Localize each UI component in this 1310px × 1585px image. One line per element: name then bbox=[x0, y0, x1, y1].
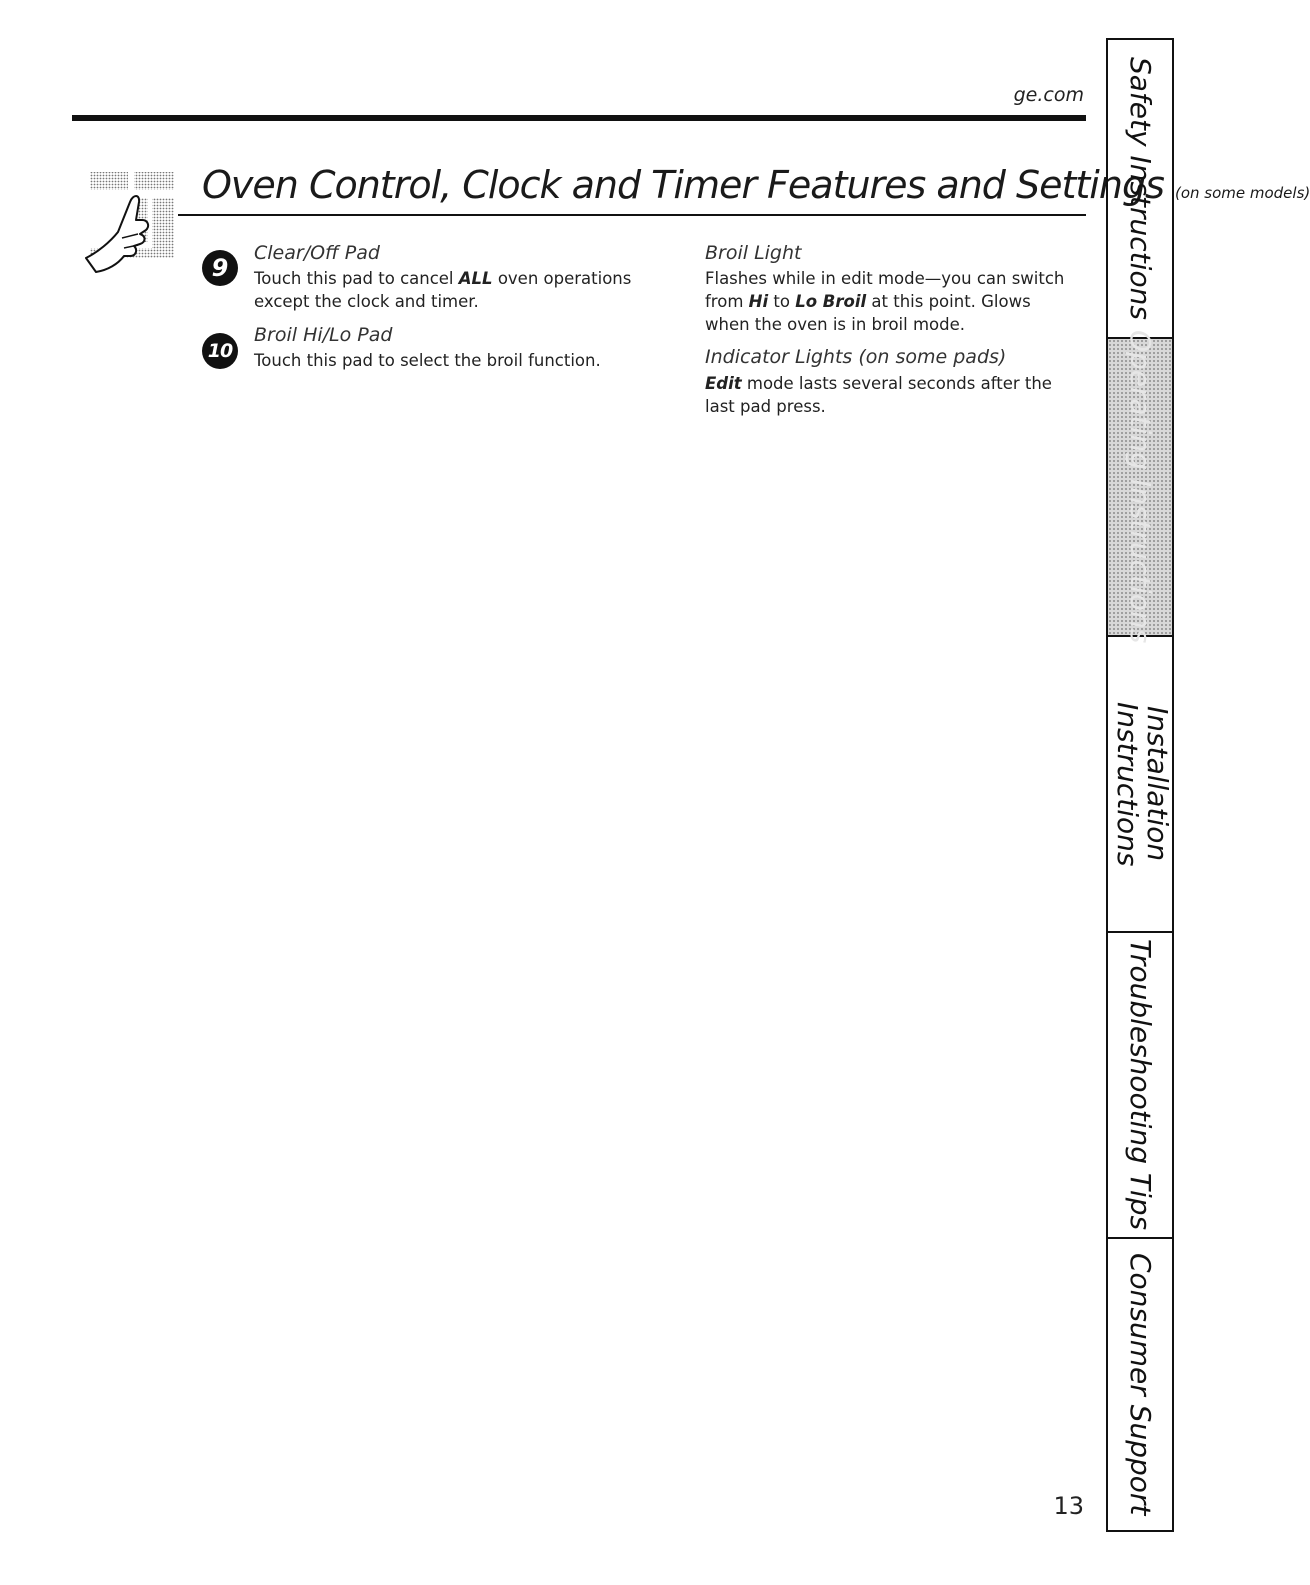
broil-light-description bbox=[705, 267, 1080, 336]
tab-installation-instructions[interactable] bbox=[1108, 637, 1172, 933]
page-number: 13 bbox=[1053, 1492, 1084, 1520]
tab-consumer-support-label: Consumer Support bbox=[1124, 1253, 1157, 1516]
indicator-lights-bold: Edit bbox=[705, 374, 742, 393]
indicator-lights-text: mode lasts several seconds after the last pad press. bbox=[705, 374, 1052, 416]
site-url[interactable]: ge.com bbox=[1013, 84, 1084, 106]
header-rule bbox=[72, 115, 1086, 121]
broil-light-bold-hi: Hi bbox=[748, 292, 769, 311]
side-tab-navigation bbox=[1106, 38, 1174, 1532]
section-title-text: Oven Control, Clock and Timer Features and Settings bbox=[202, 163, 1164, 207]
tab-operating-instructions-label: Operating Instructions bbox=[1124, 330, 1157, 644]
item-number-badge-9: 9 bbox=[202, 250, 238, 286]
broil-hi-lo-pad-description: Touch this pad to select the broil function. bbox=[254, 351, 601, 370]
item-number-badge-10: 10 bbox=[202, 333, 238, 369]
broil-light-heading: Broil Light bbox=[705, 242, 802, 264]
tab-consumer-support[interactable] bbox=[1108, 1239, 1172, 1530]
broil-light-bold-lo: Lo Broil bbox=[795, 292, 867, 311]
tab-troubleshooting-tips-label: Troubleshooting Tips bbox=[1124, 939, 1157, 1231]
tab-troubleshooting-tips[interactable] bbox=[1108, 933, 1172, 1239]
clear-off-text-2: oven operations except the clock and timer. bbox=[254, 269, 632, 311]
broil-hi-lo-pad-heading: Broil Hi/Lo Pad bbox=[254, 324, 393, 346]
clear-off-bold: ALL bbox=[458, 269, 493, 288]
indicator-lights-heading: Indicator Lights (on some pads) bbox=[705, 346, 1007, 368]
tab-safety-instructions-label: Safety Instructions bbox=[1124, 57, 1157, 320]
indicator-lights-description bbox=[705, 372, 1080, 418]
broil-light-text-1: Flashes while in edit mode—you can switch from bbox=[705, 269, 1065, 311]
tab-operating-instructions[interactable] bbox=[1108, 330, 1172, 644]
section-title-suffix: (on some models) bbox=[1174, 184, 1310, 202]
tab-safety-instructions[interactable] bbox=[1108, 40, 1172, 339]
clear-off-pad-heading: Clear/Off Pad bbox=[254, 242, 380, 264]
broil-light-text-2: to bbox=[768, 292, 796, 311]
clear-off-pad-description bbox=[254, 267, 654, 313]
hand-touching-keypad-icon bbox=[78, 168, 180, 274]
tab-installation-instructions-label: Installation Instructions bbox=[1111, 701, 1174, 867]
title-rule bbox=[178, 214, 1086, 216]
clear-off-text-1: Touch this pad to cancel bbox=[254, 269, 459, 288]
broil-light-text-3: at this point. Glows when the oven is in broil mode. bbox=[705, 292, 1031, 334]
